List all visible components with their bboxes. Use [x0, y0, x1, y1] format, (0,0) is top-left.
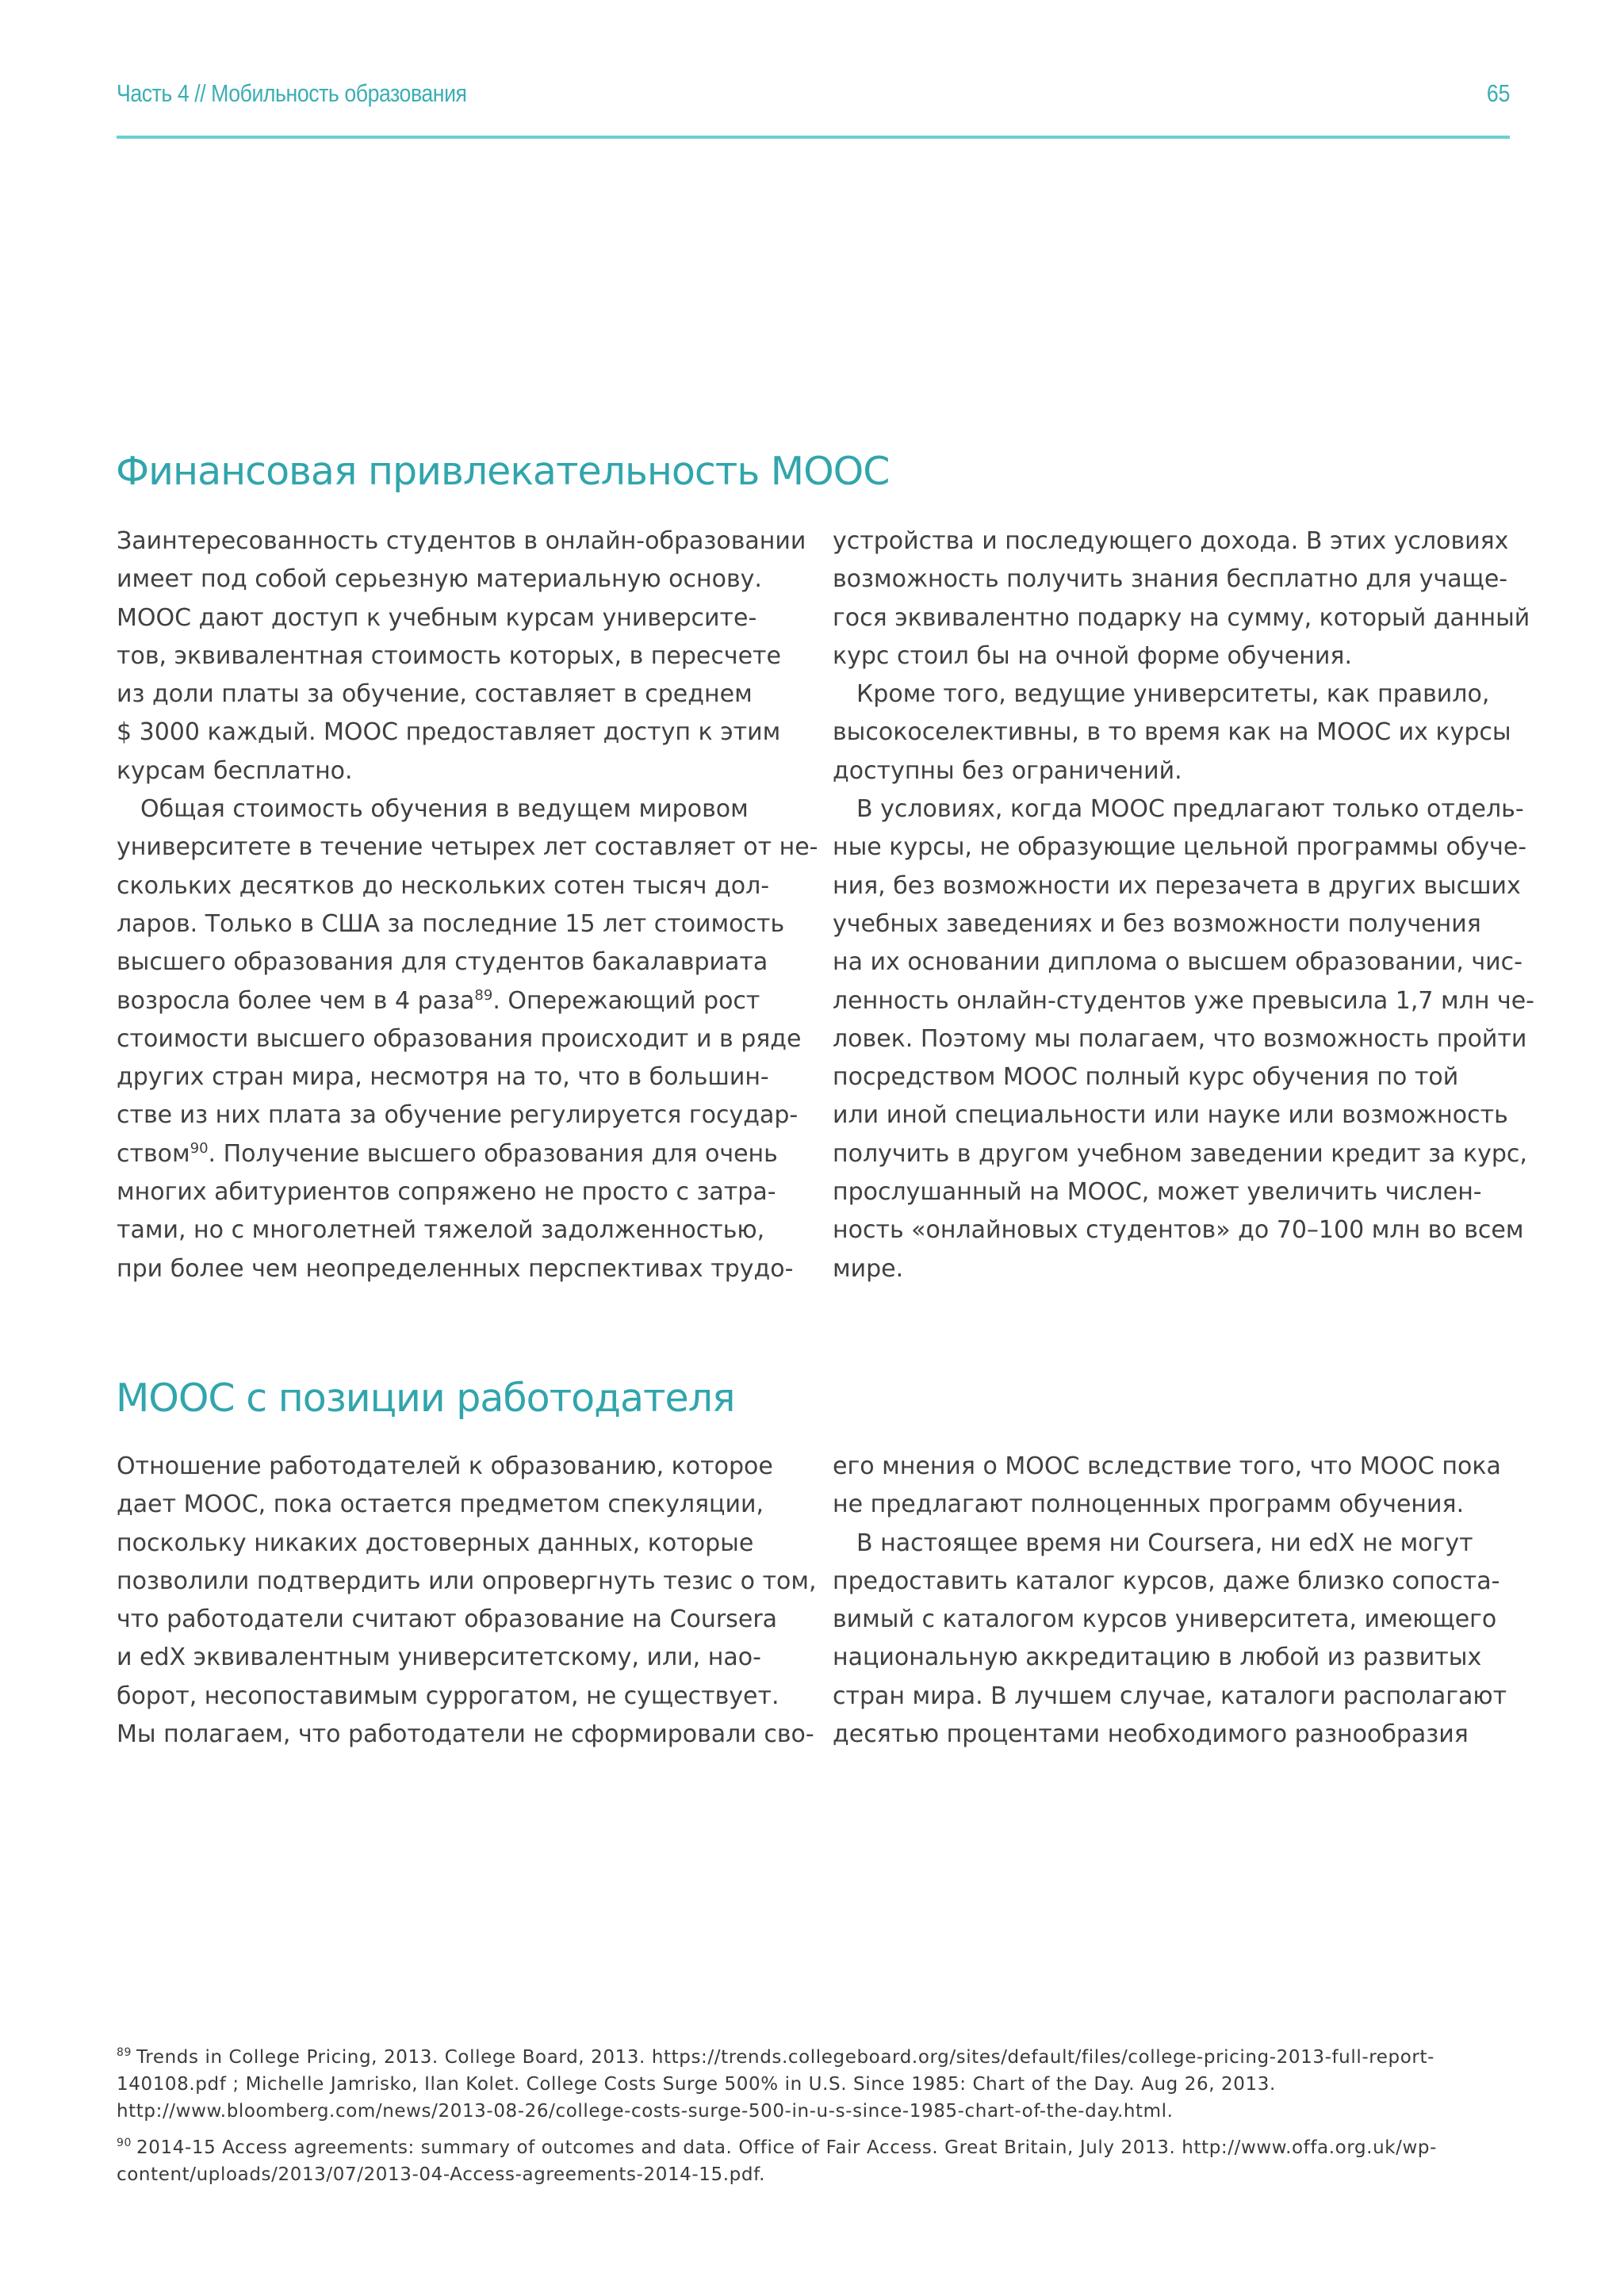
text-line: Кроме того, ведущие университеты, как правило, — [856, 680, 1490, 709]
text-line: курс стоил бы на очной форме обучения. — [833, 641, 1352, 670]
paragraph — [117, 1448, 817, 1754]
text-line: $ 3000 каждый. MOOC предоставляет доступ к этим — [117, 718, 781, 747]
text-line: дает MOOC, пока остается предметом спекуляции, — [117, 1490, 764, 1519]
text-fragment: . Опережающий рост — [492, 986, 760, 1015]
text-line: других стран мира, несмотря на то, что в большин- — [117, 1063, 769, 1092]
text-line: тами, но с многолетней тяжелой задолженностью, — [117, 1216, 765, 1245]
text-line: учебных заведениях и без возможности получения — [833, 909, 1481, 938]
text-line: имеет под собой серьезную материальную основу. — [117, 565, 762, 594]
paragraph — [117, 522, 806, 790]
page-number: 65 — [1486, 79, 1510, 107]
text-line-with-ref-90 — [117, 1135, 791, 1173]
text-line: посредством MOOC полный курс обучения по той — [833, 1063, 1459, 1092]
text-line: при более чем неопределенных перспективах трудо- — [117, 1254, 794, 1283]
footnote-ref-89[interactable]: 89 — [474, 986, 493, 1004]
text-line: и edX эквивалентным университетскому, или, нао- — [117, 1644, 761, 1672]
text-line: MOOC дают доступ к учебным курсам университе- — [117, 603, 757, 632]
text-line: мире. — [833, 1254, 904, 1283]
section2-left-column — [117, 1448, 817, 1754]
text-line: получить в другом учебном заведении кредит за курс, — [833, 1139, 1527, 1168]
text-line: скольких десятков до нескольких сотен тысяч дол- — [117, 871, 770, 900]
paragraph — [117, 790, 818, 1288]
section-heading-financial: Финансовая привлекательность MOOC — [116, 449, 890, 494]
footnote-text: Trends in College Pricing, 2013. College Board, 2013. https://trends.collegeboard.org/sites/default/files/college-pricing-2013-full-report-140108.pdf ; Michelle Jamrisko, Ilan Kolet. College Costs Surge 500% in U.S. Since 1985: Chart of the Day. Aug 26, 2013. http://www.bloomberg.com/news/2013-08-26/college-costs-surge-500-in-u-s-since-1985-chart-of-the-day.html. — [117, 2047, 1434, 2122]
section2-right-column — [833, 1448, 1507, 1754]
text-fragment: ством — [117, 1139, 190, 1168]
footnote-mark: 90 — [117, 2137, 132, 2150]
text-line: ные курсы, не образующие цельной программы обуче- — [833, 833, 1527, 862]
text-line: доступны без ограничений. — [833, 756, 1182, 785]
text-line: борот, несопоставимым суррогатом, не существует. — [117, 1682, 779, 1710]
text-line: Мы полагаем, что работодатели не сформировали сво- — [117, 1720, 814, 1749]
text-line: стве из них плата за обучение регулируется государ- — [117, 1101, 799, 1130]
section1-left-column — [117, 522, 818, 1288]
text-line: на их основании диплома о высшем образовании, чис- — [833, 948, 1522, 977]
text-line: предоставить каталог курсов, даже близко сопоста- — [833, 1567, 1500, 1595]
text-line: курсам бесплатно. — [117, 756, 353, 785]
paragraph — [833, 522, 1530, 675]
text-line: ность «онлайновых студентов» до 70–100 млн во всем — [833, 1216, 1524, 1245]
text-line: ларов. Только в США за последние 15 лет стоимость — [117, 909, 785, 938]
text-line: многих абитуриентов сопряжено не просто с затра- — [117, 1178, 776, 1207]
text-line: из доли платы за обучение, составляет в среднем — [117, 680, 753, 709]
text-line: возможность получить знания бесплатно для учаще- — [833, 565, 1508, 594]
paragraph — [833, 790, 1534, 1288]
text-line: что работодатели считают образование на Coursera — [117, 1605, 778, 1634]
text-line: высокоселективны, в то время как на MOOC их курсы — [833, 718, 1511, 747]
footnotes — [117, 2044, 1520, 2198]
paragraph — [833, 1448, 1507, 1525]
text-line: стран мира. В лучшем случае, каталоги располагают — [833, 1682, 1507, 1710]
text-line: ленность онлайн-студентов уже превысила 1,7 млн че- — [833, 986, 1534, 1015]
footnote-mark: 89 — [117, 2046, 132, 2060]
footnote-ref-90[interactable]: 90 — [190, 1139, 209, 1157]
text-line: ния, без возможности их перезачета в других высших — [833, 871, 1521, 900]
section1-right-column — [833, 522, 1534, 1288]
text-fragment: возросла более чем в 4 раза — [117, 986, 475, 1015]
text-line: поскольку никаких достоверных данных, которые — [117, 1529, 754, 1557]
text-line: тов, эквивалентная стоимость которых, в пересчете — [117, 641, 781, 670]
text-line: Заинтересованность студентов в онлайн-образовании — [117, 527, 806, 555]
text-line: устройства и последующего дохода. В этих условиях — [833, 527, 1509, 555]
text-line-with-ref-89 — [117, 982, 791, 1020]
text-line: прослушанный на MOOC, может увеличить числен- — [833, 1178, 1482, 1207]
header-rule — [117, 136, 1510, 139]
text-line: университете в течение четырех лет составляет от не- — [117, 833, 818, 862]
text-line: ловек. Поэтому мы полагаем, что возможность пройти — [833, 1024, 1527, 1053]
text-line: вимый с каталогом курсов университета, имеющего — [833, 1605, 1497, 1634]
text-line: высшего образования для студентов бакалавриата — [117, 948, 768, 977]
text-line: Отношение работодателей к образованию, которое — [117, 1452, 773, 1480]
text-line: стоимости высшего образования происходит и в ряде — [117, 1024, 802, 1053]
text-line: национальную аккредитацию в любой из развитых — [833, 1644, 1482, 1672]
footnote-90 — [117, 2134, 1520, 2188]
footnote-text: 2014-15 Access agreements: summary of outcomes and data. Office of Fair Access. Great Britain, July 2013. http://www.offa.org.uk/wp-content/uploads/2013/07/2013-04-Access-agreements-2014-15.pdf. — [117, 2137, 1438, 2185]
paragraph — [833, 675, 1511, 790]
text-line: его мнения о MOOC вследствие того, что MOOC пока — [833, 1452, 1501, 1480]
section-heading-employer: MOOC с позиции работодателя — [116, 1376, 735, 1421]
text-line: В условиях, когда MOOC предлагают только отдель- — [856, 795, 1524, 824]
text-line: В настоящее время ни Coursera, ни edX не могут — [856, 1529, 1473, 1557]
text-line: позволили подтвердить или опровергнуть тезис о том, — [117, 1567, 817, 1595]
footnote-89 — [117, 2044, 1520, 2125]
text-line: или иной специальности или науке или возможность — [833, 1101, 1508, 1130]
text-fragment: . Получение высшего образования для очень — [208, 1139, 778, 1168]
text-line: Общая стоимость обучения в ведущем мировом — [140, 795, 749, 824]
running-title: Часть 4 // Мобильность образования — [117, 79, 467, 107]
text-line: десятью процентами необходимого разнообразия — [833, 1720, 1469, 1749]
text-line: гося эквивалентно подарку на сумму, который данный — [833, 603, 1530, 632]
paragraph — [833, 1525, 1507, 1755]
text-line: не предлагают полноценных программ обучения. — [833, 1490, 1465, 1519]
